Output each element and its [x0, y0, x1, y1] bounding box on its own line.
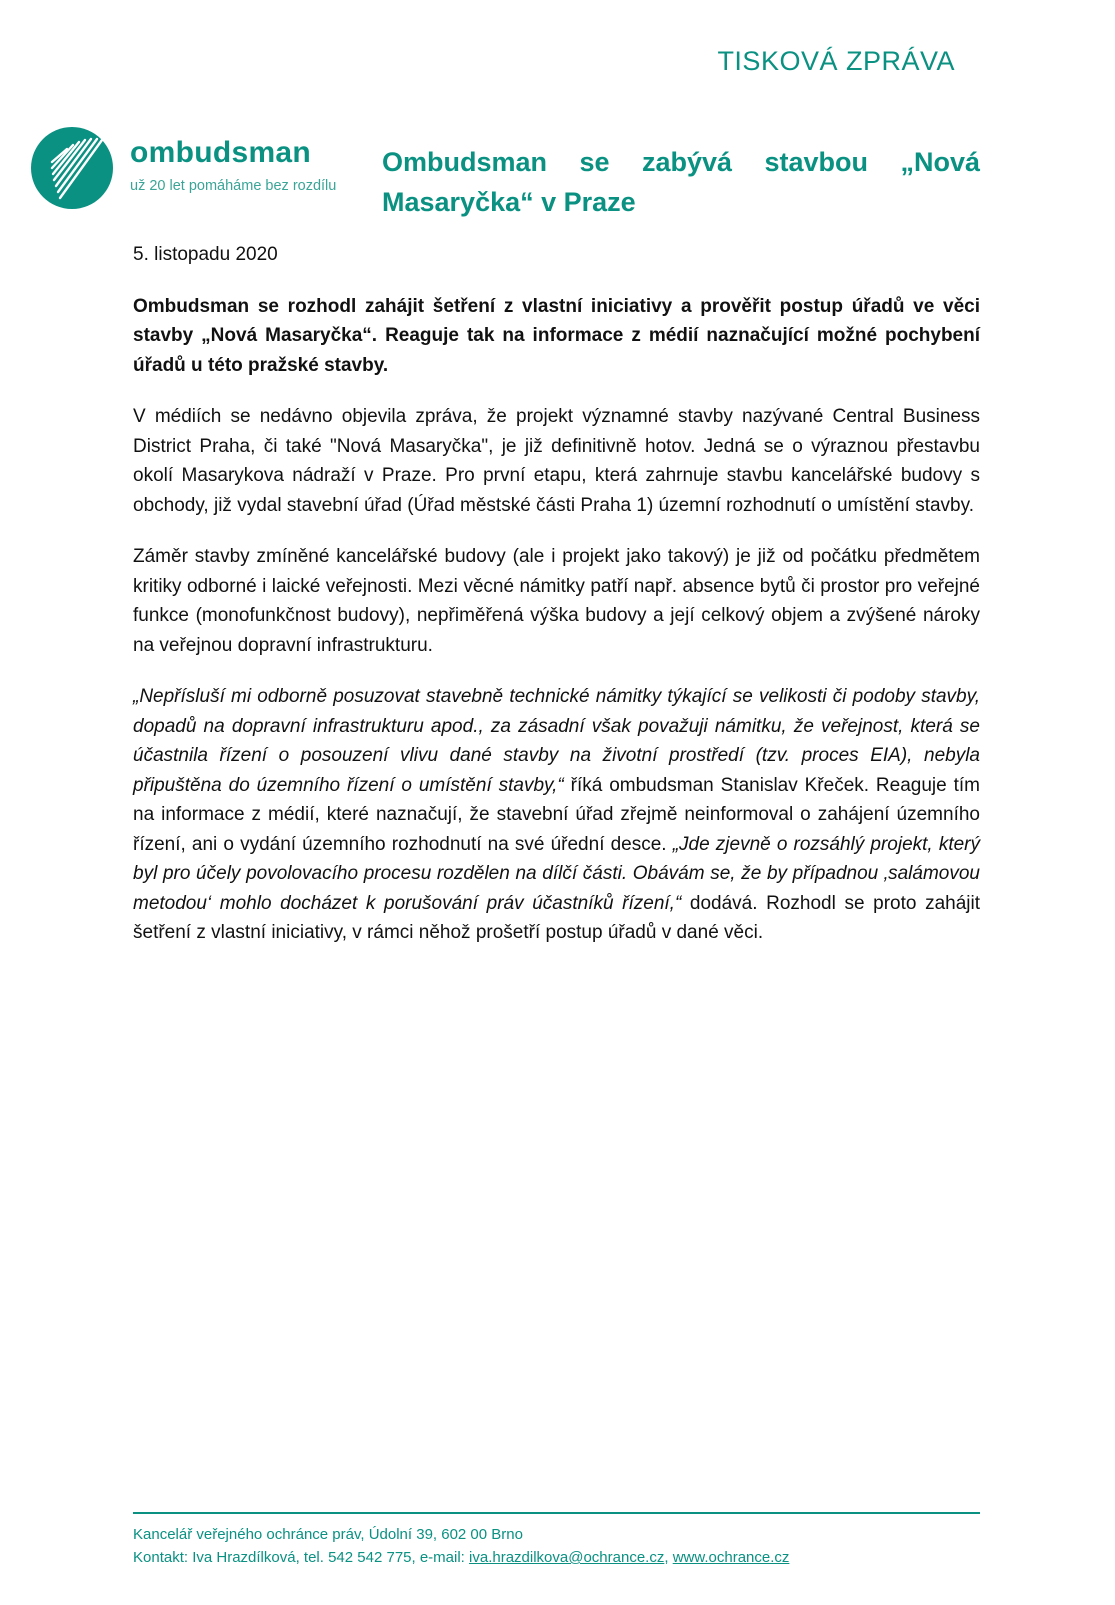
footer — [133, 1523, 980, 1569]
document-type-label: TISKOVÁ ZPRÁVA — [717, 46, 955, 76]
footer-separator: , — [664, 1549, 673, 1566]
footer-contact-text: Kontakt: Iva Hrazdílková, tel. 542 542 775, e-mail: — [133, 1549, 470, 1566]
ombudsman-quote-1: „Nepřísluší mi odborně posuzovat stavebně technické námitky týkající se velikosti či podoby stavby, dopadů na dopravní infrastrukturu apod., za zásadní však považuji námitku, že veřejnost, která se účastnila řízení o posouzení vlivu dané stavby na životní prostředí (tzv. proces EIA), nebyla připuštěna do územního řízení o umístění stavby,“ — [133, 686, 980, 796]
body-paragraph-3 — [133, 682, 980, 948]
logo-tagline: už 20 let pomáháme bez rozdílu — [130, 178, 337, 194]
footer-email-link[interactable]: iva.hrazdilkova@ochrance.cz — [469, 1549, 665, 1566]
paragraph-3-text-1: říká ombudsman Stanislav Křeček. Reaguje tím na informace z médií, které naznačují, že stavební úřad zřejmě neinformoval o zahájení územního řízení, ani o vydání územního rozhodnutí na své úřední desce. — [133, 774, 980, 855]
footer-contact — [133, 1546, 980, 1569]
footer-office-address: Kancelář veřejného ochránce práv, Údolní 39, 602 00 Brno — [133, 1526, 523, 1543]
release-date: 5. listopadu 2020 — [133, 244, 278, 265]
paragraph-3-text-2: dodává. Rozhodl se proto zahájit šetření z vlastní iniciativy, v rámci něhož prošetří postup úřadů v dané věci. — [133, 892, 980, 943]
lead-paragraph: Ombudsman se rozhodl zahájit šetření z vlastní iniciativy a prověřit postup úřadů ve věci stavby „Nová Masaryčka“. Reaguje tak na informace z médií naznačující možné pochybení úřadů u této pražské stavby. — [133, 295, 980, 376]
footer-website-link[interactable]: www.ochrance.cz — [672, 1549, 790, 1566]
body-paragraph-2: Záměr stavby zmíněné kancelářské budovy (ale i projekt jako takový) je již od počátku předmětem kritiky odborné i laické veřejnosti. Mezi věcné námitky patří např. absence bytů či prostor pro veřejné funkce (monofunkčnost budovy), nepřiměřená výška budovy a její celkový objem a zvýšené nároky na veřejnou dopravní infrastrukturu. — [133, 546, 980, 656]
footer-divider — [133, 1512, 980, 1514]
ombudsman-logo — [30, 126, 360, 216]
logo-name: ombudsman — [130, 136, 312, 169]
press-release-headline: Ombudsman se zabývá stavbou „Nová Masaryčka“ v Praze — [382, 147, 980, 217]
body-paragraph-1: V médiích se nedávno objevila zpráva, že projekt významné stavby nazývané Central Business District Praha, či také "Nová Masaryčka", je již definitivně hotov. Jedná se o výraznou přestavbu okolí Masarykova nádraží v Praze. Pro první etapu, která zahrnuje stavbu kancelářské budovy s obchody, již vydal stavební úřad (Úřad městské části Praha 1) územní rozhodnutí o umístění stavby. — [133, 406, 980, 516]
press-release-body — [133, 240, 980, 970]
ombudsman-quote-2: „Jde zjevně o rozsáhlý projekt, který byl pro účely povolovacího procesu rozdělen na dílčí části. Obávám se, že by případnou ‚salámovou metodou‘ mohlo docházet k porušování práv účastníků řízení,“ — [133, 833, 980, 914]
ombudsman-logo-icon — [30, 126, 114, 210]
